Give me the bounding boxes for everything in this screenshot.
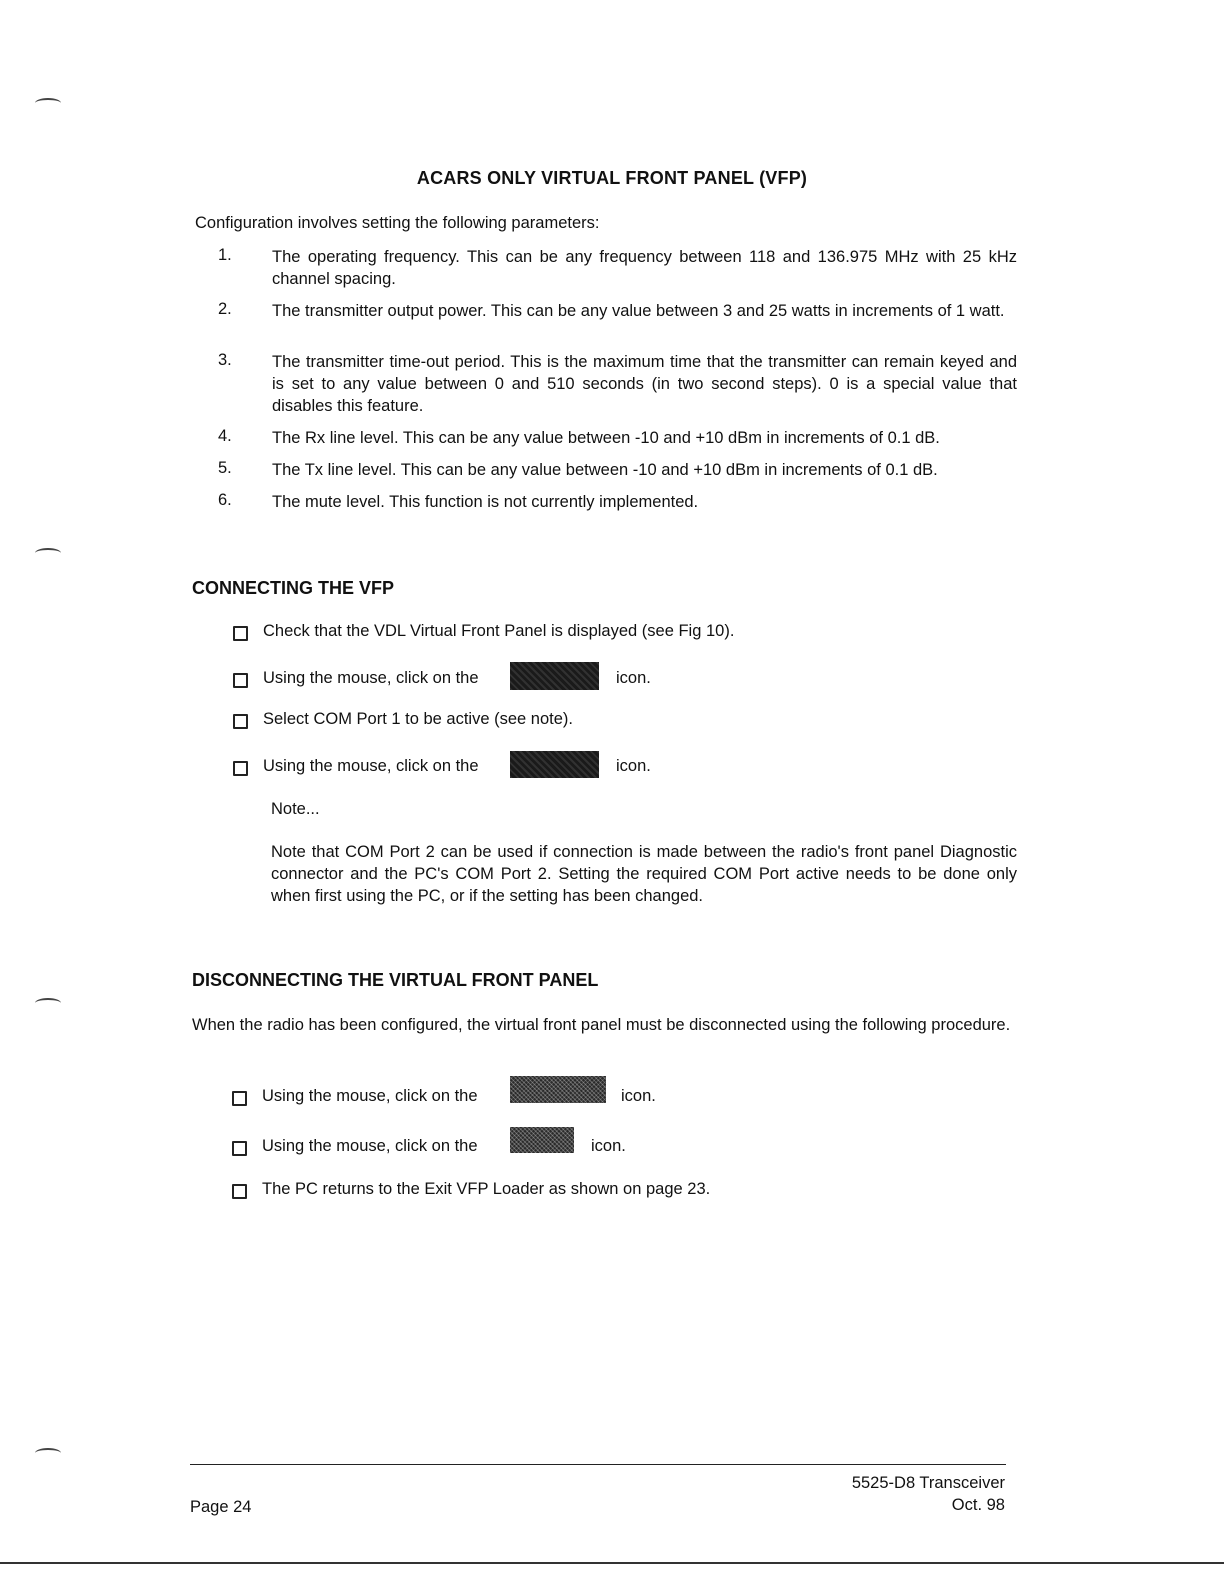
footer-product: 5525-D8 Transceiver — [851, 1474, 1005, 1492]
page-title: ACARS ONLY VIRTUAL FRONT PANEL (VFP) — [416, 168, 808, 188]
checklist-item — [0, 622, 1224, 646]
scan-mark — [35, 1448, 61, 1458]
checkbox-icon — [233, 626, 248, 641]
list-number: 5. — [218, 459, 232, 477]
list-text: The transmitter output power. This can be any value between 3 and 25 watts in increments of 1 watt. — [272, 302, 1005, 320]
section-heading-connecting: CONNECTING THE VFP — [192, 578, 395, 598]
toolbar-button-icon — [510, 662, 599, 690]
checkbox-icon — [232, 1091, 247, 1106]
list-text: The Tx line level. This can be any value between -10 and +10 dBm in increments of 0.1 dB. — [272, 461, 938, 479]
step-text: Using the mouse, click on the — [263, 757, 479, 775]
list-text: The Rx line level. This can be any value between -10 and +10 dBm in increments of 0.1 dB. — [272, 429, 940, 447]
step-text-suffix: icon. — [591, 1137, 626, 1155]
step-text-suffix: icon. — [616, 669, 651, 687]
scan-mark — [35, 998, 61, 1008]
checkbox-icon — [232, 1141, 247, 1156]
step-text-suffix: icon. — [616, 757, 651, 775]
footer-page-number: Page 24 — [190, 1498, 252, 1516]
checkbox-icon — [232, 1184, 247, 1199]
step-text-suffix: icon. — [621, 1087, 656, 1105]
step-text: Using the mouse, click on the — [262, 1087, 478, 1105]
step-text: The PC returns to the Exit VFP Loader as shown on page 23. — [262, 1180, 711, 1198]
checkbox-icon — [233, 714, 248, 729]
footer-date: Oct. 98 — [951, 1496, 1005, 1514]
disconnect-intro: When the radio has been configured, the virtual front panel must be disconnected using the following procedure. — [192, 1016, 1011, 1034]
list-number: 4. — [218, 427, 232, 445]
checklist-item — [0, 750, 1224, 780]
toolbar-button-icon — [510, 751, 599, 778]
footer-rule — [190, 1464, 1006, 1465]
checklist-item — [0, 710, 1224, 734]
list-text: The transmitter time-out period. This is the maximum time that the transmitter can remain keyed and is set to any value between 0 and 510 seconds (in two second steps). 0 is a special value that disables this feature. — [272, 353, 1017, 415]
list-number: 3. — [218, 351, 232, 369]
section-heading-disconnecting: DISCONNECTING THE VIRTUAL FRONT PANEL — [192, 970, 599, 990]
list-number: 1. — [218, 246, 232, 264]
checkbox-icon — [233, 761, 248, 776]
toolbar-button-icon — [510, 1076, 606, 1103]
step-text: Check that the VDL Virtual Front Panel is displayed (see Fig 10). — [263, 622, 735, 640]
checklist-item — [0, 1076, 1224, 1108]
checklist-item — [0, 1180, 1224, 1204]
checklist-item — [0, 1126, 1224, 1158]
step-text: Using the mouse, click on the — [263, 669, 479, 687]
list-text: The operating frequency. This can be any frequency between 118 and 136.975 MHz with 25 kHz channel spacing. — [272, 248, 1017, 288]
config-intro: Configuration involves setting the following parameters: — [195, 214, 600, 232]
toolbar-button-icon — [510, 1127, 574, 1153]
note-text: Note that COM Port 2 can be used if connection is made between the radio's front panel Diagnostic connector and the PC's COM Port 2. Setting the required COM Port active needs to be done only when first using the PC, or if the setting has been changed. — [271, 843, 1017, 905]
scan-mark — [35, 98, 61, 108]
checklist-item — [0, 662, 1224, 692]
checkbox-icon — [233, 673, 248, 688]
scan-mark — [35, 548, 61, 558]
note-label: Note... — [271, 800, 320, 818]
scan-edge — [0, 1562, 1224, 1564]
step-text: Select COM Port 1 to be active (see note). — [263, 710, 573, 728]
step-text: Using the mouse, click on the — [262, 1137, 478, 1155]
list-text: The mute level. This function is not currently implemented. — [272, 493, 699, 511]
list-number: 2. — [218, 300, 232, 318]
list-number: 6. — [218, 491, 232, 509]
